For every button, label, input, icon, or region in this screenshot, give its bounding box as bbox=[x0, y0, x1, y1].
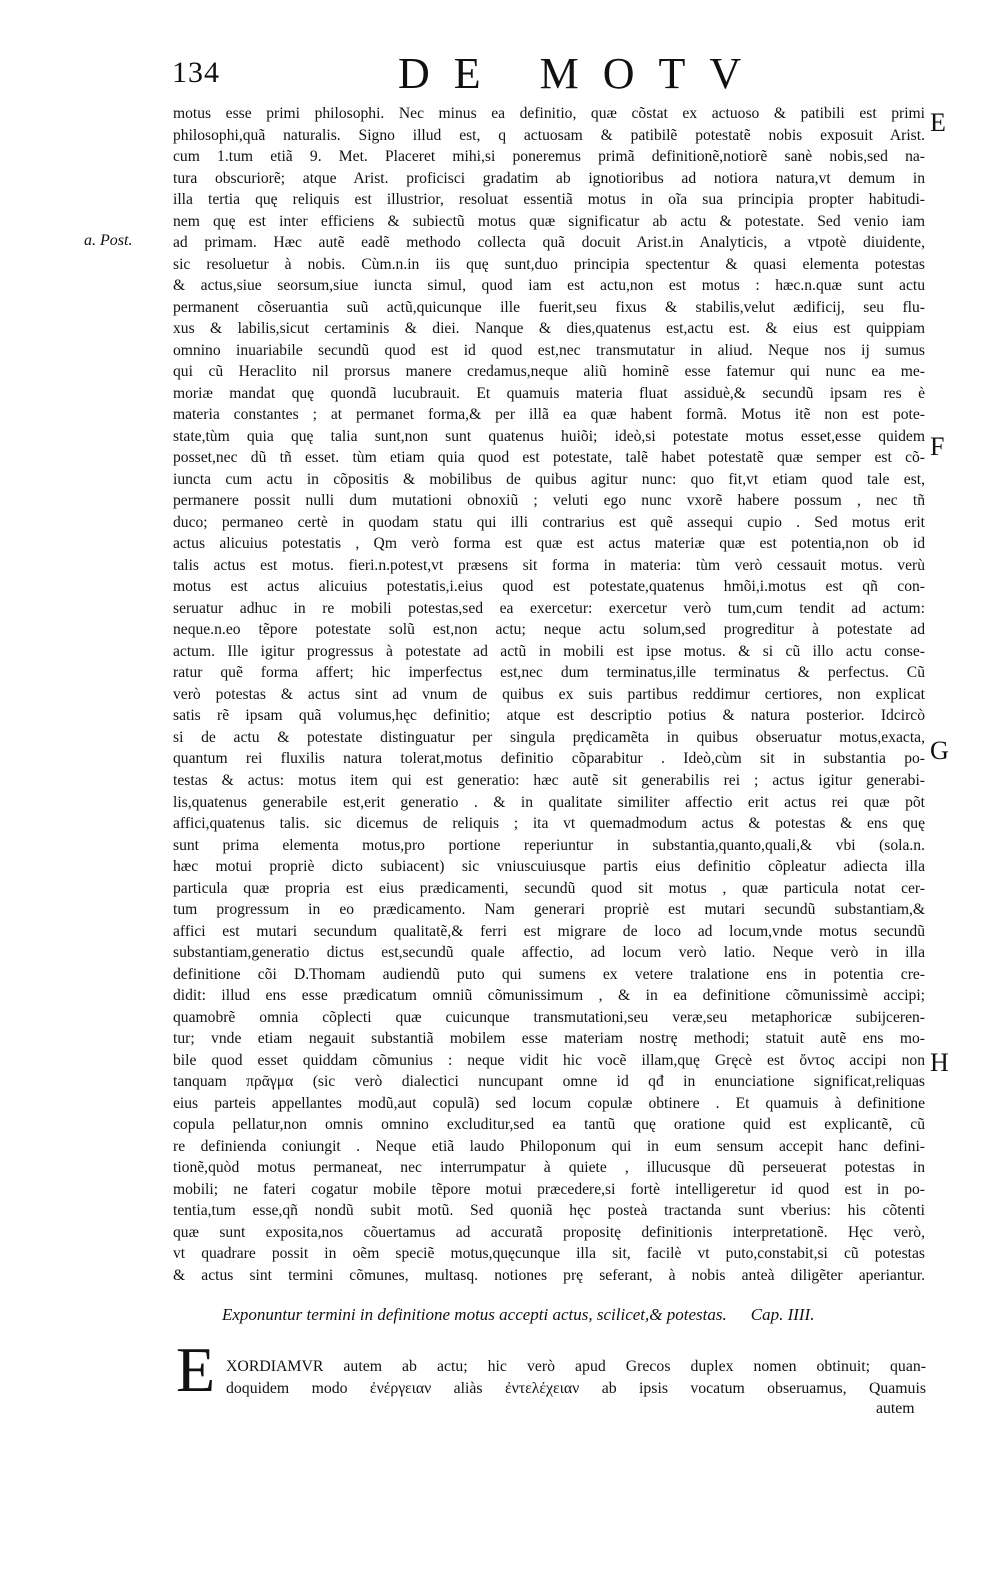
text-line: affici,quatenus talis. sic dicemus de reliquis ; ita vt quemadmodum actus & potestas & ens quę bbox=[173, 815, 925, 833]
body-text bbox=[173, 103, 925, 1286]
text-line: XORDIAMVR autem ab actu; hic verò apud Grecos duplex nomen obtinuit; quan- bbox=[226, 1358, 926, 1375]
text-line: motus est actus alicuius potestatis,i.eius quod est potestate,quatenus hmõi,i.motus est qñ con- bbox=[173, 578, 925, 596]
text-line: doquidem modo ἐνέργειαν aliàs ἐντελέχειαν ab ipsis vocatum obseruamus, Quamuis bbox=[226, 1379, 926, 1397]
text-line: verò potestas & actus sint ad vnum de quibus ex suis partibus reddimur certiores, non explicat bbox=[173, 685, 925, 703]
text-line: seruatur adhuc in re mobili potestas,sed ea exercetur: exercetur verò tum,cum tendit ad actum: bbox=[173, 599, 925, 617]
margin-letter-f: F bbox=[930, 432, 945, 461]
text-line: tanquam πρᾶγμα (sic verò dialectici nuncupant omne id qđ in enunciatione significat,reliquas bbox=[173, 1073, 925, 1091]
chapter-title: Exponuntur termini in definitione motus accepti actus, scilicet,& potestas. bbox=[222, 1305, 727, 1324]
text-line: permanent cõseruantia suũ actũ,quicunque ille fuerit,seu fixus & stabilis,velut ædificij, seu flu- bbox=[173, 298, 925, 316]
margin-letter-g: G bbox=[930, 736, 949, 765]
text-line: posset,nec dũ tñ esset. tùm etiam quia quod est potestate, talẽ habet potestatẽ quæ semper est cõ- bbox=[173, 449, 925, 467]
text-line: duco; permaneo certè in quodam statu qui illi contrarius est quẽ assequi cupio . Sed motus erit bbox=[173, 513, 925, 531]
text-line: didit: illud ens esse prædicatum omniũ cõmunissimum , & in ea definitione cõmunissimè accipi; bbox=[173, 987, 925, 1005]
text-line: affici est mutari secundum qualitatẽ,& ferri est migrare de loco ad locum,vnde motus secundũ bbox=[173, 922, 925, 940]
text-line: nem quę est inter efficiens & subiectũ motus quæ significatur ab actu & potestate. Sed venio iam bbox=[173, 212, 925, 230]
text-line: iuncta cum actu in cõpositis & mobilibus de quibus agitur nunc: quo fit,vt etiam quod tale est, bbox=[173, 470, 925, 488]
text-line: state,tùm quia quę talia sunt,non sunt quatenus huiõi; ideò,si potestate motus esset,esse quidem bbox=[173, 427, 925, 445]
text-line: lis,quatenus generabile est,erit generatio . & in qualitate similiter affectio erit actus rei quæ põt bbox=[173, 793, 925, 811]
text-line: ratur quẽ forma affert; hic imperfectus est,nec dum terminatus,ille terminatus & perfectus. Cũ bbox=[173, 664, 925, 682]
text-line: sic resoluetur à nobis. Cùm.n.in iis quę sunt,duo principia spectentur & quasi elementa potestas bbox=[173, 255, 925, 273]
text-line: cum 1.tum etiã 9. Met. Placeret mihi,si poneremus primã definitionẽ,notiorẽ sanè nobis,sed na- bbox=[173, 148, 925, 166]
text-line: tentia,tum esse,qñ nondũ subit motũ. Sed quoniã hęc posteà tractanda sunt vberius: his cõtenti bbox=[173, 1202, 925, 1220]
text-line: quantum rei fluxilis natura tolerat,motus definitio cõparabitur . Ideò,cùm sit in substantia po- bbox=[173, 750, 925, 768]
chapter-number: Cap. IIII. bbox=[750, 1305, 815, 1324]
text-line: actum. Ille igitur progressus à potestate ad actũ in mobili est ipse motus. & si cũ illo actu conse- bbox=[173, 642, 925, 660]
text-line: copula pellatur,non omnis omnino excluditur,sed ea tantũ quę oratione quid est explicantẽ, cũ bbox=[173, 1116, 925, 1134]
text-line: actus alicuius potestatis , Qm verò forma est quæ est actus materiæ quæ est potentia,non ob id bbox=[173, 535, 925, 553]
chapter-heading bbox=[222, 1305, 922, 1325]
text-line: qui cũ Heraclito nil prorsus manere credamus,neque aliũ hominẽ esse fatemur qui nunc ea me- bbox=[173, 363, 925, 381]
text-line: ad primam. Hæc autẽ eadẽ methodo collecta quã docuit Arist.in Analyticis, a vtpotè diuidente, bbox=[173, 234, 925, 252]
text-line: definitione cõi D.Thomam audiendũ puto qui sumens ex vetere tralatione ens in potentia cre- bbox=[173, 965, 925, 983]
text-line: moriæ mandat quę quondã lucubrauit. Et quamuis materia fluat assiduè,& secundũ ipsam res è bbox=[173, 384, 925, 402]
text-line: permanere possit nulli dum mutationi obnoxiũ ; veluti ego nunc vxorẽ habere possum , nec tñ bbox=[173, 492, 925, 510]
text-line: substantiam,generatio dictus est,secundũ quale affectio, ad locum verò latio. Neque verò in illa bbox=[173, 944, 925, 962]
text-line: mobili; ne fateri cogatur mobile tẽpore motui præcedere,si fortè intelligeretur id quod est in po- bbox=[173, 1180, 925, 1198]
text-line: re definienda coniungit . Neque etiã laudo Philoponum qui in eum sensum accepit hanc defini- bbox=[173, 1137, 925, 1155]
text-line: tura obscuriorẽ; atque Arist. proficisci gradatim ab ignotioribus ad notiora natura,vt demum in bbox=[173, 169, 925, 187]
text-line: quamobrẽ omnia cõplecti quæ cuicunque transmutationi,seu veræ,seu metaphoricæ subijceren- bbox=[173, 1008, 925, 1026]
text-line: tur; vnde etiam negauit substantiã mobilem esse materiam nostrę methodi; statuit autẽ ens mo- bbox=[173, 1030, 925, 1048]
text-line: & actus,siue seorsum,siue iuncta simul, quod iam est actu,non est motus : hæc.n.quæ sunt actu bbox=[173, 277, 925, 295]
text-line: materia constantes ; at permanet forma,& per illã ea quæ habent formã. Motus itẽ non est pote- bbox=[173, 406, 925, 424]
chapter-opening-text bbox=[226, 1356, 926, 1399]
text-line: & actus sint termini cõmunes, multasq. notiones prę seferant, à nobis anteà diligẽter aperiantur. bbox=[173, 1266, 925, 1284]
text-line: eius parteis appellantes modũ,aut copulã) sed locum copulæ obtinere . Et quamuis à definitione bbox=[173, 1094, 925, 1112]
text-line: vt quadrare possit in oẽm speciẽ motus,quęcunque illa sit, facilè vt puto,constabit,si cũ potestas bbox=[173, 1245, 925, 1263]
page-number: 134 bbox=[172, 56, 220, 89]
text-line: xus & labilis,sicut certaminis & diei. Nanque & dies,quatenus est,actu est. & eius est quippiam bbox=[173, 320, 925, 338]
text-line: sunt prima elementa motus,pro portione reperiuntur in substantia,quanto,quali,& vbi (sola.n. bbox=[173, 836, 925, 854]
text-line: particula quæ propria est eius prædicamenti, secundũ quod sit motus , quæ particula notat cer- bbox=[173, 879, 925, 897]
catchword: autem bbox=[876, 1400, 915, 1417]
text-line: quæ sunt exposita,nos cõuertamus ad accuratã propositę definitionis interpretationẽ. Hęc verò, bbox=[173, 1223, 925, 1241]
text-line: satis rẽ ipsam quã volumus,hęc definitio; atque est descriptio potius & natura posterior. Idcircò bbox=[173, 707, 925, 725]
drop-cap: E bbox=[176, 1334, 216, 1405]
text-line: tum progressum in eo prædicamento. Nam generari propriè est mutari secundũ substantiam,& bbox=[173, 901, 925, 919]
text-line: bile quod esset quiddam cõmunius : neque vidit hic vocẽ illam,quę Gręcè est ὄντος accipi non bbox=[173, 1051, 925, 1069]
text-line: hæc motui propriè dicto subiacent) sic vniuscuiusque partis eius definitio cõpleatur adiecta illa bbox=[173, 858, 925, 876]
margin-letter-e: E bbox=[930, 108, 946, 137]
text-line: omnino inuariabile secundũ quod est id quod est,nec transmutatur in aliud. Neque nos ij sumus bbox=[173, 341, 925, 359]
running-head: DE MOTV bbox=[398, 49, 766, 98]
margin-letter-h: H bbox=[930, 1048, 949, 1077]
text-line: si de actu & potestate distinguatur per singula prędicamẽta in quibus obseruatur motus,exacta, bbox=[173, 728, 925, 746]
text-line: motus esse primi philosophi. Nec minus ea definitio, quæ cõstat ex actuoso & patibili est primi bbox=[173, 105, 925, 122]
text-line: talis actus est motus. fieri.n.potest,vt præsens sit forma in materia: tùm verò cessauit motus. verù bbox=[173, 556, 925, 574]
text-line: tionẽ,quòd motus permaneat, nec interrumpatur à quiete , illucusque dũ perseuerat potestas in bbox=[173, 1159, 925, 1177]
text-line: neque.n.eo tẽpore potestate solũ est,non actu; neque actu solum,sed progreditur à potestate ad bbox=[173, 621, 925, 639]
text-line: illa tertia quę reliquis est illustrior, resoluat essentiã motus in oĩa sua principia propter habitudi- bbox=[173, 191, 925, 209]
text-line: testas & actus: motus item qui est generatio: hæc autẽ sit generabilis rei ; actus igitur generabi- bbox=[173, 771, 925, 789]
marginal-note: a. Post. bbox=[84, 232, 133, 249]
text-line: philosophi,quã naturalis. Signo illud est, q actuosam & patibilẽ potestatẽ nobis exposuit Arist. bbox=[173, 126, 925, 144]
